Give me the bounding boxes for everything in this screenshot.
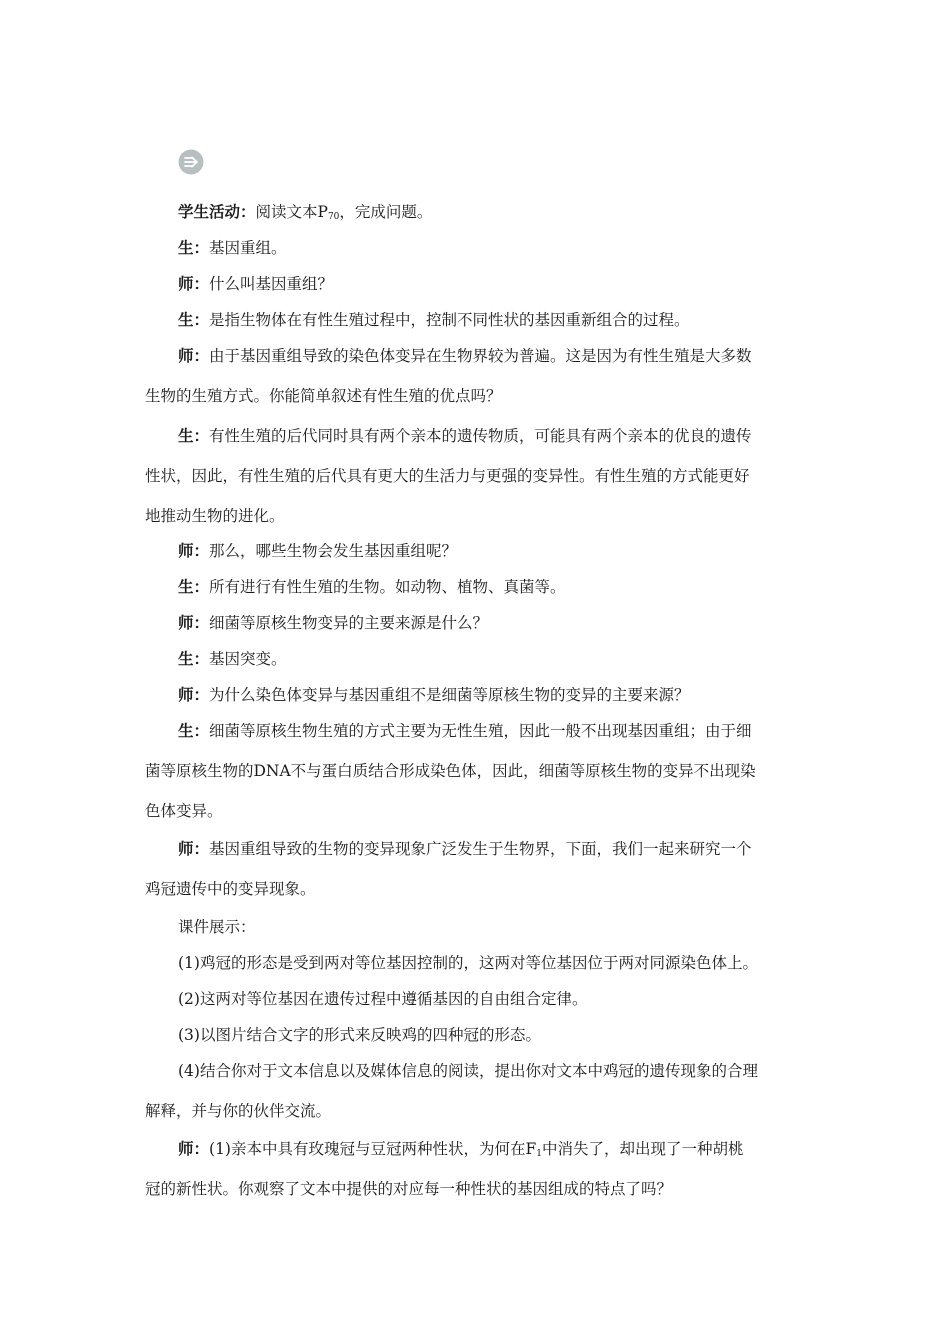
dialogue-line: [145, 605, 843, 641]
speaker-label: 学生活动：: [178, 203, 256, 221]
dialogue-line: [145, 677, 843, 713]
speaker-label: 师：: [178, 275, 210, 293]
speaker-label: 师：: [178, 686, 210, 704]
paragraph-text: 基因重组。: [209, 239, 287, 257]
dialogue-line: [145, 533, 843, 569]
speaker-label: 师：: [178, 542, 210, 560]
paragraph-continuation: 鸡冠遗传中的变异现象。: [145, 880, 316, 898]
paragraph-continuation: 冠的新性状。你观察了文本中提供的对应每一种性状的基因组成的特点了吗？: [145, 1180, 673, 1198]
list-item: (2)这两对等位基因在遗传过程中遵循基因的自由组合定律。: [178, 990, 588, 1008]
dialogue-line: [145, 1131, 843, 1172]
subscript: 1: [536, 1149, 542, 1159]
paragraph-text: 基因突变。: [209, 650, 287, 668]
speaker-label: 师：: [178, 1140, 210, 1158]
dialogue-line: [145, 230, 843, 266]
paragraph-text: 是指生物体在有性生殖过程中，控制不同性状的基因重新组合的过程。: [209, 311, 690, 329]
subscript: 70: [327, 212, 340, 222]
paragraph-student-activity: [145, 194, 843, 235]
speaker-label: 生：: [178, 239, 210, 257]
speaker-label: 师：: [178, 840, 210, 858]
paragraph-text: 阅读文本P: [255, 203, 328, 221]
paragraph-text: 有性生殖的后代同时具有两个亲本的遗传物质，可能具有两个亲本的优良的遗传: [209, 427, 752, 445]
paragraph-continuation: 色体变异。: [145, 802, 223, 820]
paragraph-text: 所有进行有性生殖的生物。如动物、植物、真菌等。: [209, 578, 566, 596]
courseware-heading: 课件展示：: [178, 918, 256, 936]
dialogue-line: [145, 338, 843, 374]
paragraph-text: 由于基因重组导致的染色体变异在生物界较为普遍。这是因为有性生殖是大多数: [209, 347, 752, 365]
dialogue-line: [145, 302, 843, 338]
dialogue-line: [145, 641, 843, 677]
speaker-label: 师：: [178, 614, 210, 632]
paragraph-continuation: 菌等原核生物的DNA不与蛋白质结合形成染色体，因此，细菌等原核生物的变异不出现染: [145, 762, 756, 780]
speaker-label: 生：: [178, 650, 210, 668]
paragraph-text: 那么，哪些生物会发生基因重组呢？: [209, 542, 458, 560]
paragraph-text: 为什么染色体变异与基因重组不是细菌等原核生物的变异的主要来源？: [209, 686, 690, 704]
paragraph-text: 细菌等原核生物生殖的方式主要为无性生殖，因此一般不出现基因重组；由于细: [209, 722, 752, 740]
speaker-label: 生：: [178, 578, 210, 596]
paragraph-continuation: 地推动生物的进化。: [145, 507, 285, 525]
speaker-label: 师：: [178, 347, 210, 365]
paragraph-text: 基因重组导致的生物的变异现象广泛发生于生物界，下面，我们一起来研究一个: [209, 840, 752, 858]
arrow-right-circle-icon: [178, 149, 204, 175]
paragraph-text: ，完成问题。: [339, 203, 433, 221]
dialogue-line: [145, 713, 843, 749]
dialogue-line: [145, 418, 843, 454]
dialogue-line: [145, 266, 843, 302]
paragraph-text: 细菌等原核生物变异的主要来源是什么？: [209, 614, 489, 632]
speaker-label: 生：: [178, 311, 210, 329]
list-item: (4)结合你对于文本信息以及媒体信息的阅读，提出你对文本中鸡冠的遗传现象的合理: [178, 1062, 758, 1080]
paragraph-continuation: 解释，并与你的伙伴交流。: [145, 1102, 332, 1120]
list-item: (1)鸡冠的形态是受到两对等位基因控制的，这两对等位基因位于两对同源染色体上。: [178, 954, 758, 972]
dialogue-line: [145, 569, 843, 605]
paragraph-text: (1)亲本中具有玫瑰冠与豆冠两种性状，为何在F: [209, 1140, 537, 1158]
dialogue-line: [145, 831, 843, 867]
speaker-label: 生：: [178, 722, 210, 740]
paragraph-text: 什么叫基因重组？: [209, 275, 334, 293]
paragraph-continuation: 生物的生殖方式。你能简单叙述有性生殖的优点吗？: [145, 387, 502, 405]
paragraph-continuation: 性状，因此，有性生殖的后代具有更大的生活力与更强的变异性。有性生殖的方式能更好: [145, 467, 750, 485]
speaker-label: 生：: [178, 427, 210, 445]
list-item: (3)以图片结合文字的形式来反映鸡的四种冠的形态。: [178, 1026, 541, 1044]
paragraph-text: 中消失了，却出现了一种胡桃: [541, 1140, 744, 1158]
